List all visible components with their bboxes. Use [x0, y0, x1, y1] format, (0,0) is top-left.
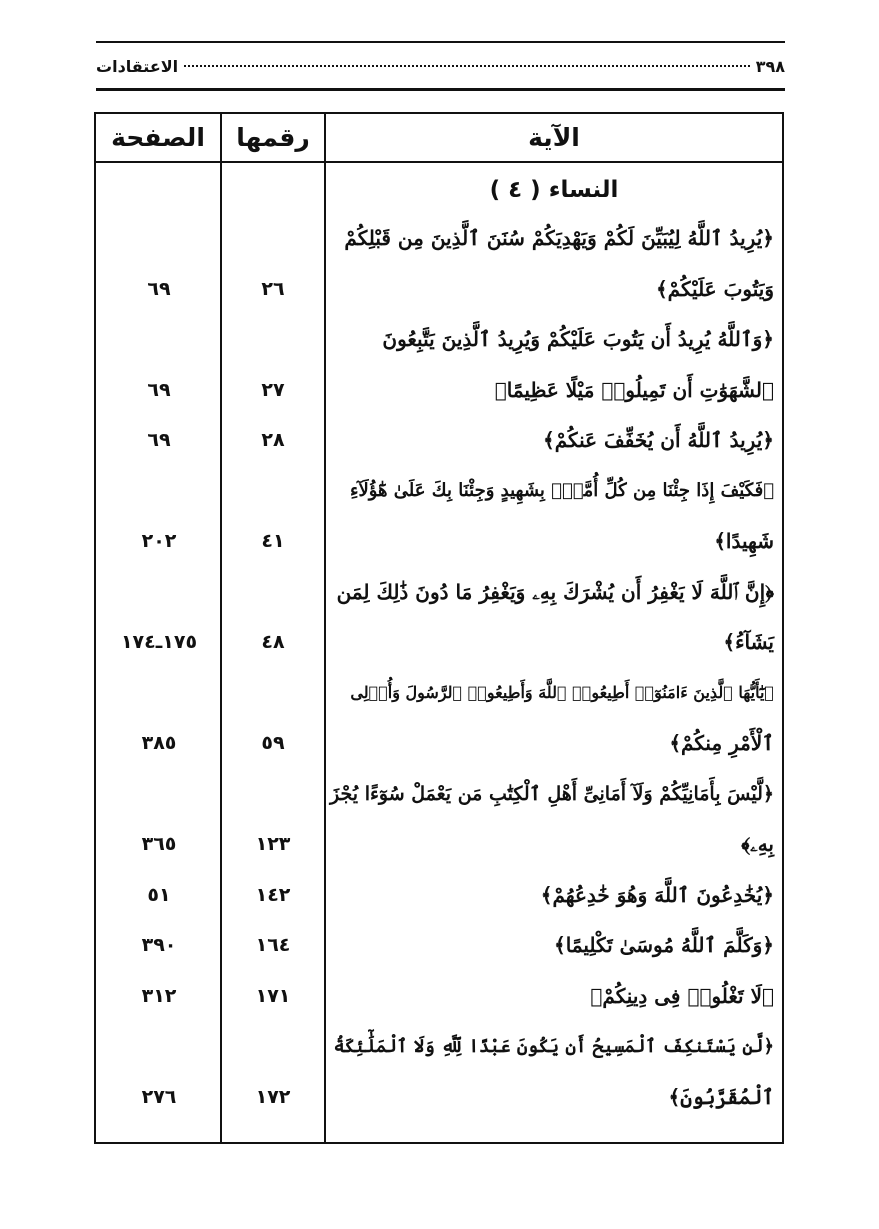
verse-text-line: شَهِيدًا﴾ [714, 529, 774, 553]
verse-text-line: بِهِۦ﴾ [741, 832, 774, 856]
verse-index-table [94, 112, 784, 1144]
verse-number: ١٧١ [255, 984, 291, 1007]
page-reference: ٥١ [147, 883, 171, 906]
column-divider [324, 114, 326, 1142]
verse-number: ٢٦ [261, 277, 285, 300]
page-reference: ٣٨٥ [141, 732, 177, 754]
verse-number: ٢٨ [261, 429, 285, 451]
header-divider [96, 161, 782, 163]
verse-text-line: ﴿وَكَلَّمَ ٱللَّهُ مُوسَىٰ تَكْلِيمًا﴾ [554, 933, 774, 957]
header-bottom-rule [96, 88, 785, 91]
verse-text-line: ﴿يُخَٰدِعُونَ ٱللَّهَ وَهُوَ خَٰدِعُهُمْ﴾ [540, 882, 774, 907]
verse-number: ١٦٤ [255, 934, 291, 956]
verse-text-line: ﴿لَا تَغْلُوا۟ فِى دِينِكُمْ﴾ [590, 983, 774, 1008]
page-reference: ١٧٥ـ١٧٤ [120, 631, 198, 653]
verse-text-line: يَشَآءُ﴾ [723, 630, 774, 654]
page-reference: ٦٩ [147, 277, 171, 300]
verse-number: ٤٨ [261, 631, 285, 653]
column-header-number: رقمها [236, 123, 310, 152]
verse-text-line: ﴿يُرِيدُ ٱللَّهُ لِيُبَيِّنَ لَكُمْ وَيَهْدِيَكُمْ سُنَنَ ٱلَّذِينَ مِن قَبْلِكُمْ [344, 226, 774, 250]
top-rule [96, 41, 785, 43]
column-header-page: الصفحة [111, 123, 205, 152]
surah-heading: النساء ( ٤ ) [489, 177, 619, 203]
verse-number: ٥٩ [261, 732, 285, 754]
verse-text-line: ﴿وَٱللَّهُ يُرِيدُ أَن يَتُوبَ عَلَيْكُمْ وَيُرِيدُ ٱلَّذِينَ يَتَّبِعُونَ [382, 327, 774, 351]
column-header-ayah: الآية [528, 123, 580, 152]
verse-text-line: ﴿فَكَيْفَ إِذَا جِئْنَا مِن كُلِّ أُمَّةٍۭ بِشَهِيدٍ وَجِئْنَا بِكَ عَلَىٰ هَٰٓؤُلَآءِ [350, 480, 774, 501]
verse-number: ٤١ [261, 530, 285, 552]
page-reference: ٢٧٦ [141, 1085, 177, 1108]
page-reference: ٣٩٠ [141, 934, 177, 956]
page-reference: ٣١٢ [141, 984, 177, 1007]
page-reference: ٣٦٥ [141, 833, 177, 855]
verse-text-line: ﴿لَّن يَسْتَنكِفَ ٱلْمَسِيحُ أَن يَكُونَ عَبْدًا لِّلَّهِ وَلَا ٱلْمَلَٰٓئِكَةُ [333, 1035, 774, 1057]
page-reference: ٢٠٢ [141, 530, 177, 552]
verse-text-line: وَيَتُوبَ عَلَيْكُمْ﴾ [655, 276, 774, 301]
page-reference: ٦٩ [147, 378, 171, 401]
verse-number: ٢٧ [261, 378, 285, 401]
verse-number: ١٧٢ [255, 1085, 291, 1108]
page-number: ٣٩٨ [755, 56, 785, 76]
running-header [96, 52, 785, 80]
verse-text-line: ﴿إِنَّ ٱللَّهَ لَا يَغْفِرُ أَن يُشْرَكَ بِهِۦ وَيَغْفِرُ مَا دُونَ ذَٰلِكَ لِمَن [336, 579, 774, 604]
page-reference: ٦٩ [147, 429, 171, 451]
running-title: الاعتقادات [96, 56, 179, 76]
verse-text-line: ٱلشَّهَوَٰتِ أَن تَمِيلُوا۟ مَيْلًا عَظِيمًا﴾ [494, 377, 774, 402]
leader-dots [184, 65, 750, 67]
verse-text-line: ﴿يَٰٓأَيُّهَا ٱلَّذِينَ ءَامَنُوٓا۟ أَطِيعُوا۟ ٱللَّهَ وَأَطِيعُوا۟ ٱلرَّسُولَ وَأُو۟لِى [350, 683, 774, 702]
verse-text-line: ﴿لَّيْسَ بِأَمَانِيِّكُمْ وَلَآ أَمَانِىِّ أَهْلِ ٱلْكِتَٰبِ مَن يَعْمَلْ سُوٓءًا يُجْزَ [330, 782, 774, 805]
verse-text-line: ٱلْأَمْرِ مِنكُمْ﴾ [669, 731, 774, 755]
verse-number: ١٤٢ [255, 883, 291, 906]
verse-text-line: ﴿يُرِيدُ ٱللَّهُ أَن يُخَفِّفَ عَنكُمْ﴾ [543, 428, 774, 452]
verse-text-line: ٱلْمُقَرَّبُونَ﴾ [668, 1084, 774, 1109]
verse-number: ١٢٣ [255, 833, 291, 855]
